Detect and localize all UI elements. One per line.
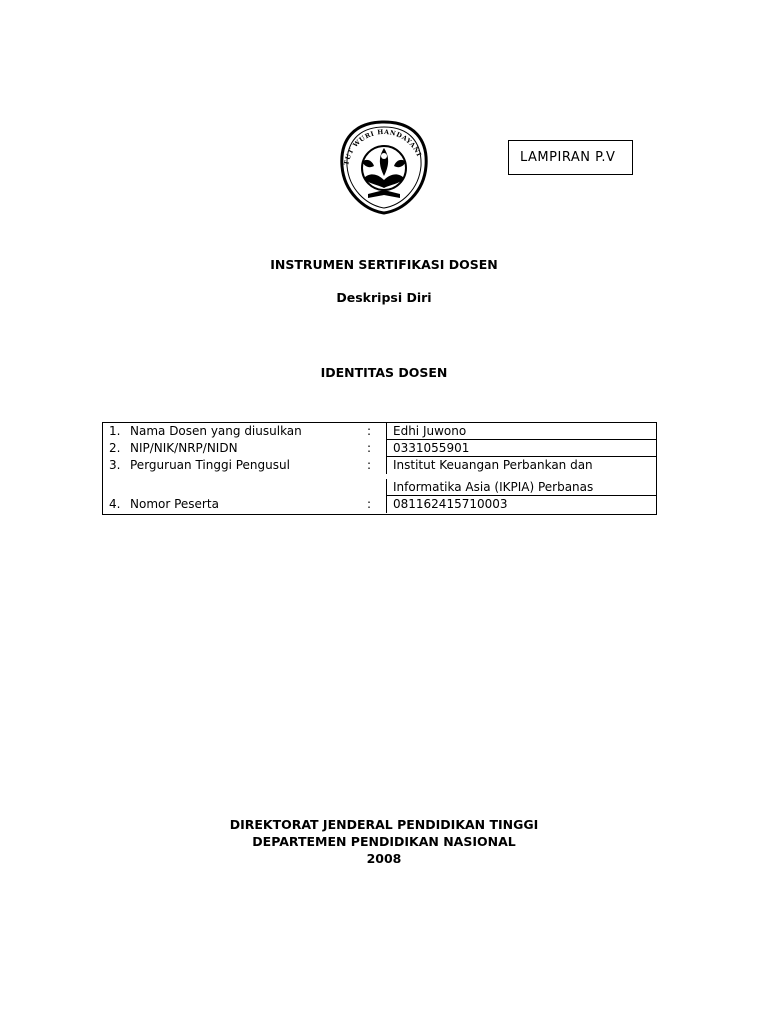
row-value: 081162415710003	[386, 496, 657, 513]
row-number: 3.	[109, 458, 121, 472]
row-value-continuation: Informatika Asia (IKPIA) Perbanas	[386, 479, 657, 496]
row-label: Perguruan Tinggi Pengusul	[130, 458, 290, 472]
tut-wuri-handayani-emblem-icon	[334, 118, 434, 216]
row-colon: :	[367, 424, 372, 438]
footer-department: DEPARTEMEN PENDIDIKAN NASIONAL	[252, 834, 516, 849]
row-label: NIP/NIK/NRP/NIDN	[130, 441, 238, 455]
row-value: Edhi Juwono	[386, 423, 657, 440]
lampiran-label: LAMPIRAN P.V	[508, 140, 633, 175]
row-colon: :	[367, 458, 372, 472]
table-row-continuation	[103, 479, 656, 496]
emblem-text: TUT WURI HANDAYANI	[343, 128, 423, 166]
footer-directorate: DIREKTORAT JENDERAL PENDIDIKAN TINGGI	[229, 817, 539, 832]
row-colon: :	[367, 497, 372, 511]
section-title: IDENTITAS DOSEN	[320, 365, 448, 380]
table-row	[103, 496, 656, 513]
document-subtitle: Deskripsi Diri	[336, 290, 432, 305]
row-number: 4.	[109, 497, 121, 511]
row-label: Nomor Peserta	[130, 497, 219, 511]
row-value: Institut Keuangan Perbankan dan	[386, 457, 657, 474]
row-number: 2.	[109, 441, 121, 455]
row-number: 1.	[109, 424, 121, 438]
row-label: Nama Dosen yang diusulkan	[130, 424, 302, 438]
row-colon: :	[367, 441, 372, 455]
document-title: INSTRUMEN SERTIFIKASI DOSEN	[270, 257, 498, 272]
footer-year: 2008	[366, 851, 402, 866]
table-row	[103, 440, 656, 457]
identitas-table	[102, 422, 657, 515]
table-row	[103, 423, 656, 440]
table-row	[103, 457, 656, 474]
row-value: 0331055901	[386, 440, 657, 457]
